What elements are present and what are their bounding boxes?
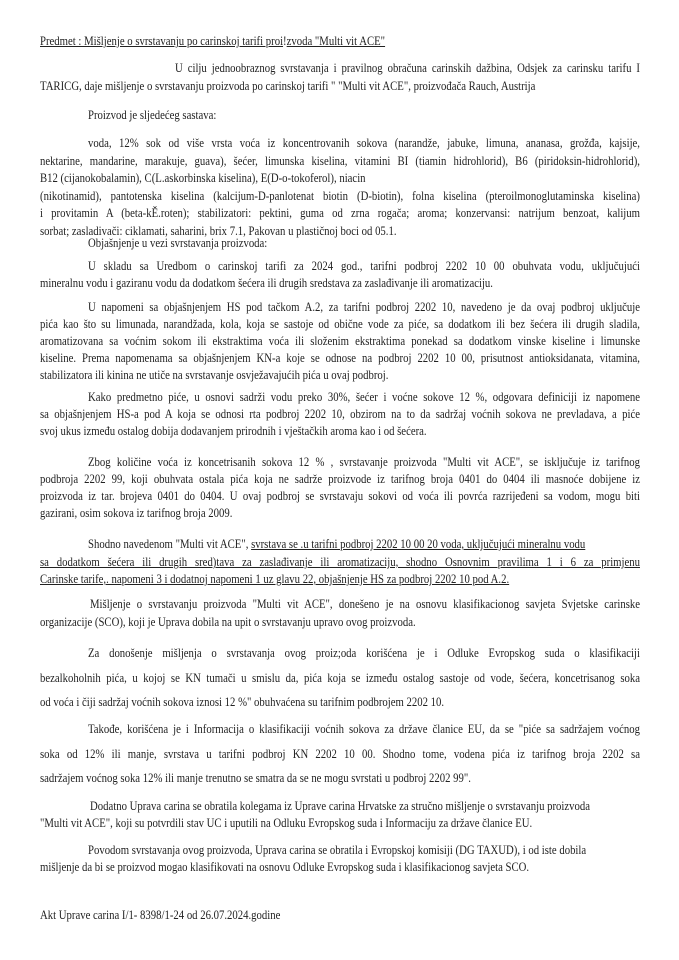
text-line xyxy=(90,597,640,611)
text-line xyxy=(40,154,640,168)
text-line xyxy=(175,61,640,75)
line-text: Povodom svrstavanja ovog proizvoda, Uprava carina se obratila i Evropskoj komisiji (DG TAXUD), i od iste dobila xyxy=(88,843,587,857)
line-text: mineralnu vodu i gaziranu vodu da dodatkom šećera ili drugih sredstava za zaslađivanje ili aromatizaciju. xyxy=(40,276,493,290)
text-line xyxy=(40,206,640,220)
line-text: kiseline. Prema napomenama sa objašnjenjem KN-a koje se odnose na podbroj 2202 10 00, prisutnost antioksidanata, vitamina, xyxy=(40,351,640,365)
text-line xyxy=(40,368,640,382)
line-text: podbroja 2202 99, koji obuhvata ostala pića koja ne sadrže proizvode iz tarifnog broja 0401 do 0404 ili masnoće dobijene iz xyxy=(40,472,640,486)
act-reference: Akt Uprave carina I/1- 8398/1-24 od 26.07.2024.godine xyxy=(40,908,281,922)
line-text: U skladu sa Uredbom o carinskoj tarifi za 2024 god., tarifni podbroj 2202 10 00 obuhvata vodu, uključujući xyxy=(88,259,640,273)
line-text: Dodatno Uprava carina se obratila kolegama iz Uprave carina Hrvatske za stručno mišljenje o svrstavanju proizvoda xyxy=(90,799,591,813)
line-text: bezalkoholnih pića, u kojoj se KN tumači u smislu da, pića koja se između ostalog sastoje od vode, šećera, koncetrisanog soka xyxy=(40,671,640,685)
line-text: nektarine, mandarine, marakuje, guava), šećer, limunska kiselina, vitamini BI (tiamin hidrohlorid), B6 (piridoksin-hidrohlorid), xyxy=(40,154,640,168)
line-text: organizacije (SCO), koji je Uprava dobila na upit o svrstavanju upravo ovog proizvoda. xyxy=(40,615,416,629)
subject-mark: ! xyxy=(283,34,287,48)
line-text: sa dodatkom šećera ili drugih sred)tava za zaslađivanje ili aromatizaciju, shodno Osnovnim pravilima 1 i 6 za primjenu xyxy=(40,555,640,569)
text-line xyxy=(40,276,640,290)
line-text: B12 (cijanokobalamin), C(L.askorbinska kiselina), E(D-o-tokoferol), niacin xyxy=(40,171,366,185)
text-line xyxy=(90,799,640,813)
text-line xyxy=(88,236,640,250)
line-text: "Multi vit ACE", koji su potvrdili stav UC i uputili na Odluku Evropskog suda i Informaciju za države članice EU. xyxy=(40,816,533,830)
line-text: Shodno navedenom "Multi vit ACE", xyxy=(88,537,252,551)
line-text: sa objašnjenjem HS-a pod A koja se odnosi rta podbroj 2202 10, obzirom na to da sadržaj voćnih sokova ne prevladava, a piće xyxy=(40,407,640,421)
text-line xyxy=(40,317,640,331)
subject-text: Predmet : Mišljenje o svrstavanju po carinskoj tarifi proi xyxy=(40,34,284,48)
text-line xyxy=(88,646,640,660)
line-text: voda, 12% sok od više vrsta voća iz koncentrovanih sokova (narandže, jabuke, limuna, ananasa, grožđa, kajsije, xyxy=(88,136,640,150)
line-text: Zbog količine voća iz koncetrisanih sokova 12 % , svrstavanje proizvoda "Multi vit ACE", se isključuje iz tarifnog xyxy=(88,455,640,469)
line-text: gazirani, osim sokova iz tarifnog broja 2009. xyxy=(40,506,233,520)
text-line xyxy=(88,136,640,150)
text-line xyxy=(40,424,640,438)
line-text: od voća i čiji sadržaj voćnih sokova iznosi 12 %" obuhvaćena su tarifnim podbrojem 2202 10. xyxy=(40,695,445,709)
text-line xyxy=(88,108,640,122)
text-line xyxy=(88,300,640,314)
line-text: mišljenje da bi se proizvod mogao klasifikovati na osnovu Odluke Evropskog suda i klasifikacionog savjeta SCO. xyxy=(40,860,530,874)
line-text: TARICG, daje mišljenje o svrstavanju proizvoda po carinskoj tarifi " "Multi vit ACE", proizvođača Rauch, Austrija xyxy=(40,79,536,93)
line-text: Mišljenje o svrstavanju proizvoda "Multi vit ACE", donešeno je na osnovu klasifikacionog savjeta Svjetske carinske xyxy=(90,597,640,611)
line-text: Za donošenje mišljenja o svrstavanja ovog proiz;oda korišćena je i Odluke Evropskog suda o klasifikaciji xyxy=(88,646,640,660)
text-line xyxy=(40,334,640,348)
line-text: aromatizovana sa voćnim sokom ili ekstraktima voća ili složenim ekstraktima ponekad sa dodatkom vinske kiseline i limunske xyxy=(40,334,640,348)
line-text: Objašnjenje u vezi svrstavanja proizvoda: xyxy=(88,236,268,250)
line-text: sorbat; zasladivači: ciklamati, saharini, brix 7.1, Pakovan u plastičnoj boci od 05.1. xyxy=(40,224,397,238)
text-line xyxy=(40,816,640,830)
text-line xyxy=(88,843,640,857)
line-text: sadržajem voćnog soka 12% ili manje trenutno se smatra da se ne mogu svrstati u podbroj 2202 99". xyxy=(40,771,471,785)
text-line xyxy=(40,695,640,709)
text-line xyxy=(88,537,640,551)
text-line xyxy=(40,171,640,185)
text-line xyxy=(40,747,640,761)
line-text: i provitamin A (beta-kĚ.roten); stabilizatori: pektini, guma od zrna rogača; aroma; konzervansi: natrijum benzoat, kalijum xyxy=(40,206,640,220)
line-text: svoj ukus između ostalog dobija dodavanjem prirodnih i vještačkih aroma kao i od šećera. xyxy=(40,424,427,438)
text-line xyxy=(40,506,640,520)
text-line xyxy=(40,860,640,874)
text-line xyxy=(40,572,640,586)
text-line xyxy=(40,771,640,785)
line-text: proizvoda iz tar. brojeva 0401 do 0404. U ovaj podbroj se svrstavaju sokovi od voća ili povrća razrijeđeni sa vodom, mogu biti xyxy=(40,489,640,503)
text-line xyxy=(88,722,640,736)
text-line xyxy=(88,390,640,404)
text-line xyxy=(40,671,640,685)
line-text: pića kao što su limunada, narandžada, kola, koja se sastoje od obične vode za piće, sa dodatkom ili bez šećera ili drugih sladila, xyxy=(40,317,640,331)
text-line xyxy=(88,455,640,469)
line-text: Proizvod je sljedećeg sastava: xyxy=(88,108,217,122)
text-line xyxy=(40,615,640,629)
line-text: Takođe, korišćena je i Informacija o klasifikaciji voćnih sokova za države članice EU, da se "piće sa sadržajem voćnog xyxy=(88,722,640,736)
subject-text-end: zvoda "Multi vit ACE" xyxy=(286,34,386,48)
line-text: Carinske tarife,. napomeni 3 i dodatnoj napomeni 1 uz glavu 22, objašnjenje HS za podbroj 2202 10 pod A.2. xyxy=(40,572,510,586)
text-line xyxy=(40,79,640,93)
underlined-classification-text: svrstava se .u tarifni podbroj 2202 10 00 20 voda, uključujući mineralnu vodu xyxy=(251,537,586,551)
text-line xyxy=(88,259,640,273)
line-text: Kako predmetno piće, u osnovi sadrži vodu preko 30%, šećer i voćne sokove 12 %, odgovara definiciji iz napomene xyxy=(88,390,640,404)
line-text: (nikotinamid), pantotenska kiselina (kalcijum-D-panlotenat biotin (D-biotin), folna kiselina (pteroilmonoglutaminska kiselina) xyxy=(40,189,640,203)
text-line xyxy=(40,351,640,365)
line-text: U cilju jednoobraznog svrstavanja i pravilnog obračuna carinskih dažbina, Odsjek za carinsku tarifu I xyxy=(175,61,640,75)
line-text: soka od 12% ili manje, svrstava u tarifni podbroj KN 2202 10 00. Shodno tome, vodena pića iz tarifnog broja 2202 sa xyxy=(40,747,640,761)
text-line xyxy=(40,407,640,421)
text-line xyxy=(40,489,640,503)
text-line xyxy=(40,472,640,486)
line-text: stabilizatora ili kinina ne utiče na svrstavanje osvježavajućih pića u ovaj podbroj. xyxy=(40,368,389,382)
text-line xyxy=(40,189,640,203)
text-line xyxy=(40,555,640,569)
document-subject xyxy=(40,34,640,48)
line-text: U napomeni sa objašnjenjem HS pod tačkom A.2, za tarifni podbroj 2202 10, navedeno je da ovaj podbroj uključuje xyxy=(88,300,640,314)
